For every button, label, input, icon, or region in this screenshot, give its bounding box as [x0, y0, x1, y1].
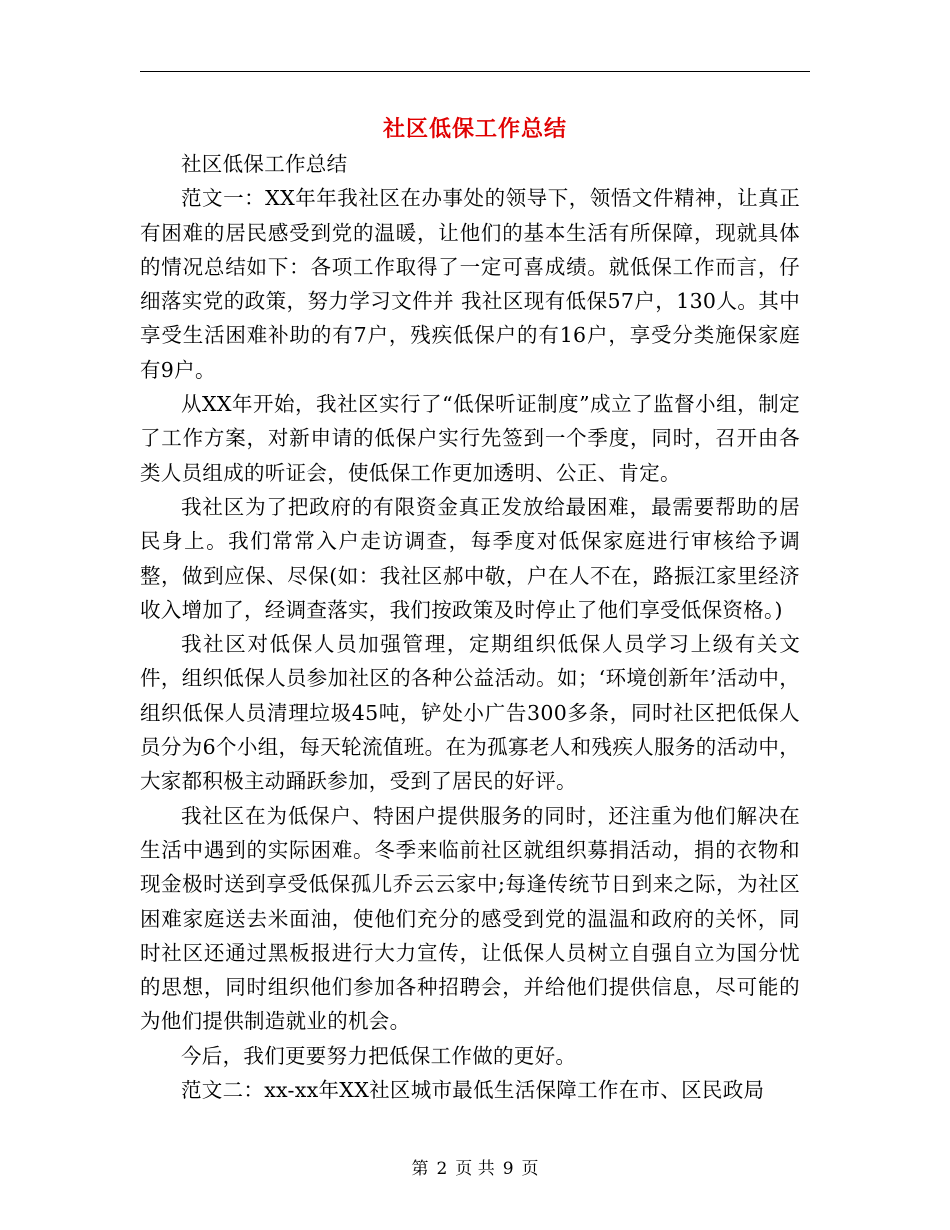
body-paragraph: 我社区为了把政府的有限资金真正发放给最困难，最需要帮助的居民身上。我们常常入户走访调查，每季度对低保家庭进行审核给予调整，做到应保、尽保(如：我社区郝中敬，户在人不在，路振江家里经济收入增加了，经调查落实，我们按政策及时停止了他们享受低保资格。) — [140, 494, 800, 622]
body-paragraph: 范文二：xx-xx年XX社区城市最低生活保障工作在市、区民政局 — [181, 1078, 765, 1103]
page-current: 2 — [436, 1159, 448, 1179]
body-paragraph: 今后，我们更要努力把低保工作做的更好。 — [181, 1043, 577, 1068]
body-paragraph: 从XX年开始，我社区实行了“低保听证制度”成立了监督小组，制定了工作方案，对新申请的低保户实行先签到一个季度，同时，召开由各类人员组成的听证会，使低保工作更加透明、公正、肯定。 — [140, 392, 800, 485]
document-title: 社区低保工作总结 — [382, 116, 567, 142]
page-total: 9 — [502, 1159, 514, 1179]
document-body — [140, 147, 800, 1107]
header-rule — [140, 71, 810, 72]
page-mid: 页 共 — [455, 1159, 495, 1179]
subtitle-paragraph: 社区低保工作总结 — [181, 152, 348, 176]
body-paragraph: 范文一：XX年年我社区在办事处的领导下，领悟文件精神，让真正有困难的居民感受到党的温暖，让他们的基本生活有所保障，现就具体的情况总结如下：各项工作取得了一定可喜成绩。就低保工作而言，仔细落实党的政策，努力学习文件并 我社区现有低保57户，130人。其中享受生活困难补助的有7户，残疾低保户的有16户，享受分类施保家庭有9户。 — [140, 186, 800, 382]
page-prefix: 第 — [411, 1159, 429, 1179]
page-number-footer — [0, 1154, 950, 1179]
body-paragraph: 我社区对低保人员加强管理，定期组织低保人员学习上级有关文件，组织低保人员参加社区的各种公益活动。如；‘环境创新年’活动中，组织低保人员清理垃圾45吨，铲处小广告300多条，同时社区把低保人员分为6个小组，每天轮流值班。在为孤寡老人和残疾人服务的活动中，大家都积极主动踊跃参加，受到了居民的好评。 — [140, 632, 800, 794]
page-suffix: 页 — [521, 1159, 539, 1179]
body-paragraph: 我社区在为低保户、特困户提供服务的同时，还注重为他们解决在生活中遇到的实际困难。冬季来临前社区就组织募捐活动，捐的衣物和现金极时送到享受低保孤儿乔云云家中;每逢传统节日到来之际，为社区困难家庭送去米面油，使他们充分的感受到党的温温和政府的关怀，同时社区还通过黑板报进行大力宣传，让低保人员树立自强自立为国分忧的思想，同时组织他们参加各种招聘会，并给他们提供信息，尽可能的为他们提供制造就业的机会。 — [140, 803, 800, 1034]
